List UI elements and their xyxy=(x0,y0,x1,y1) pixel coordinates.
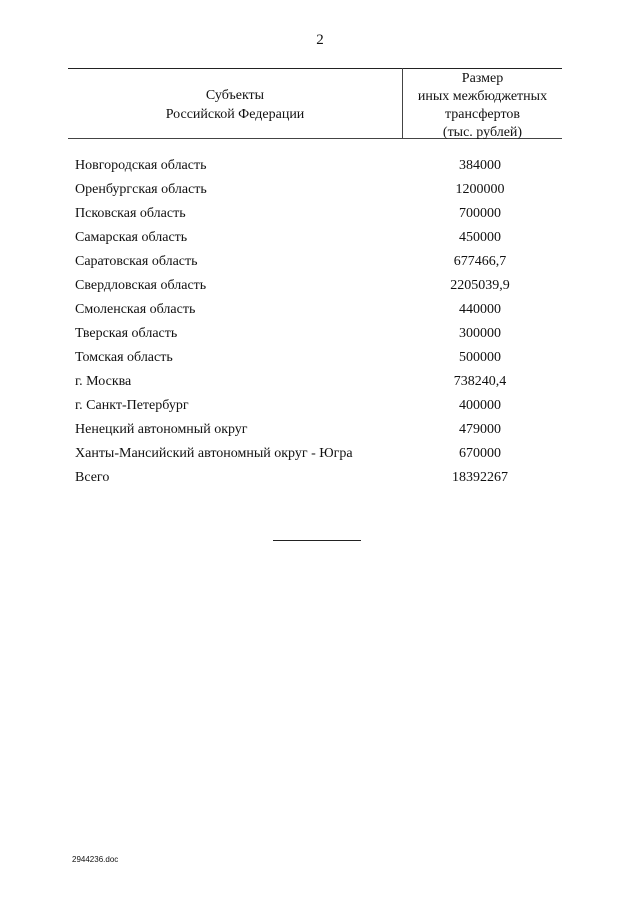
table-row xyxy=(75,252,565,276)
table-row xyxy=(75,348,565,372)
table-row xyxy=(75,444,565,468)
transfer-amount: 400000 xyxy=(459,398,501,413)
table-row xyxy=(75,300,565,324)
column-header-amount-line4: (тыс. рублей) xyxy=(442,125,523,140)
region-name: Самарская область xyxy=(75,230,188,245)
table-row xyxy=(75,276,565,300)
column-header-amount-line2: иных межбюджетных xyxy=(417,89,548,104)
table-body xyxy=(75,156,565,492)
transfer-amount: 479000 xyxy=(459,422,501,437)
region-name: Смоленская область xyxy=(75,302,196,317)
total-label: Всего xyxy=(75,470,110,485)
column-header-subjects-line2: Российской Федерации xyxy=(165,107,305,122)
transfer-amount: 677466,7 xyxy=(453,254,507,269)
column-header-amount-line3: трансфертов xyxy=(444,107,521,122)
table-row xyxy=(75,396,565,420)
table-row xyxy=(75,372,565,396)
region-name: г. Москва xyxy=(75,374,132,389)
transfer-amount: 384000 xyxy=(459,158,501,173)
column-header-subjects xyxy=(68,86,402,124)
transfer-amount: 440000 xyxy=(459,302,501,317)
table-row xyxy=(75,180,565,204)
transfer-amount: 700000 xyxy=(459,206,501,221)
region-name: Ненецкий автономный округ xyxy=(75,422,248,437)
transfer-amount: 670000 xyxy=(459,446,501,461)
region-name: Ханты-Мансийский автономный округ - Югра xyxy=(75,446,353,461)
region-name: Томская область xyxy=(75,350,173,365)
document-id: 2944236.doc xyxy=(72,855,119,864)
region-name: Саратовская область xyxy=(75,254,198,269)
page-number: 2 xyxy=(316,32,324,48)
region-name: г. Санкт-Петербург xyxy=(75,398,189,413)
table-row xyxy=(75,228,565,252)
table-row xyxy=(75,324,565,348)
column-header-amount xyxy=(403,70,562,142)
total-amount: 18392267 xyxy=(452,470,508,485)
region-name: Оренбургская область xyxy=(75,182,207,197)
region-name: Тверская область xyxy=(75,326,178,341)
transfer-amount: 500000 xyxy=(459,350,501,365)
transfer-amount: 2205039,9 xyxy=(450,278,510,293)
column-header-amount-line1: Размер xyxy=(461,71,504,86)
table-row xyxy=(75,420,565,444)
transfer-amount: 450000 xyxy=(459,230,501,245)
table-row xyxy=(75,156,565,180)
transfer-amount: 300000 xyxy=(459,326,501,341)
region-name: Новгородская область xyxy=(75,158,207,173)
region-name: Псковская область xyxy=(75,206,186,221)
end-of-table-rule xyxy=(273,540,361,541)
region-name: Свердловская область xyxy=(75,278,207,293)
column-header-subjects-line1: Субъекты xyxy=(205,88,265,103)
table-row xyxy=(75,204,565,228)
table-top-rule xyxy=(68,68,562,69)
transfer-amount: 738240,4 xyxy=(453,374,507,389)
table-row-total xyxy=(75,468,565,492)
transfer-amount: 1200000 xyxy=(455,182,505,197)
